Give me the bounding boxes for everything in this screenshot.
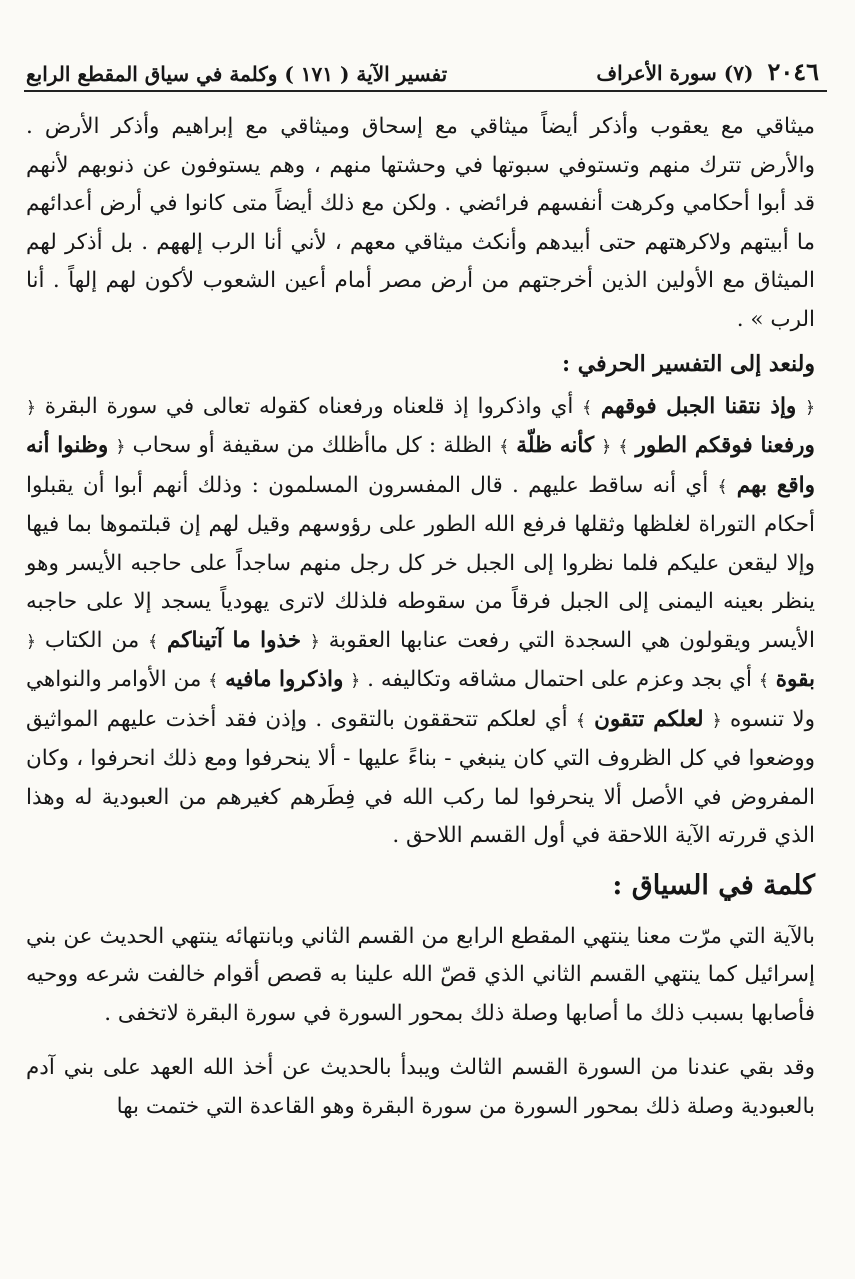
- quran-bracket-open: ﴿: [601, 437, 612, 457]
- quran-bracket-close: ﴾: [618, 437, 629, 457]
- quran-bracket-close: ﴾: [499, 437, 510, 457]
- quran-bracket-close: ﴾: [717, 476, 728, 497]
- paragraph: بالآية التي مرّت معنا ينتهي المقطع الرابع من القسم الثاني وبانتهائه ينتهي الحديث عن بني إسرائيل كما ينتهي القسم الثاني الذي قصّ الله علينا به قصص أقوام خالفت شرعه ووحيه فأصابها بسبب ذلك ما أصابها وصلة ذلك بمحور السورة في سورة البقرة لاتخفى .: [26, 923, 815, 1026]
- paragraph: ميثاقي مع يعقوب وأذكر أيضاً ميثاقي مع إسحاق وميثاقي مع إبراهيم وأذكر الأرض . والأرض تترك منهم وتستوفي سبوتها في وحشتها منهم ، وهم يستوفون عن ذنوبهم لأنهم قد أبوا أحكامي وكرهت أنفسهم فرائضي . ولكن مع ذلك أيضاً متى كانوا في أرض أعدائهم ما أبيتهم ولاكرهتهم حتى أبيدهم وأنكث ميثاقي معهم ، لأني أنا الرب إلههم . بل أذكر لهم الميثاق مع الأولين الذين أخرجتهم من أرض مصر أمام أعين الشعوب لأكون لهم إلهاً . أنا الرب » .: [26, 114, 815, 332]
- quran-bracket-open: ﴿: [115, 437, 126, 457]
- quran-bracket-close: ﴾: [148, 631, 159, 652]
- quran-bracket-open: ﴿: [26, 397, 36, 418]
- quran-bracket-close: ﴾: [582, 397, 593, 418]
- section-heading: كلمة في السياق :: [612, 869, 815, 901]
- quran-bracket-open: ﴿: [309, 631, 320, 652]
- tafsir-text: من الأوامر والنواهي ولا تنسوه: [26, 667, 815, 732]
- quran-bracket-open: ﴿: [711, 710, 722, 731]
- quran-bracket-open: ﴿: [350, 671, 361, 691]
- quranic-phrase: وإذ نتقنا الجبل فوقهم: [600, 393, 797, 419]
- quranic-phrase: خذوا ما آتيناكم: [166, 627, 302, 653]
- tafsir-text: أي أنه ساقط عليهم . قال المفسرون المسلمون : وذلك أنهم أبوا أن يقبلوا أحكام التوراة لغلظها وثقلها فرفع الله الطور على رؤوسهم وقيل لهم إن قبلتموها بما فيها وإلا ليقعن عليكم فلما نظروا إلى الجبل خر كل رجل منهم ساجداً على حاجبه الأيسر وهو ينظر بعينه اليمنى إلى الجبل فرقاً من سقوطه فلذلك لاترى يهودياً يسجد إلا على حاجبه الأيسر ويقولون هي السجدة التي رفعت عنابها العقوبة: [26, 472, 816, 653]
- quranic-phrase: كأنه ظلّة: [516, 433, 595, 458]
- quran-bracket-open: ﴿: [26, 631, 36, 652]
- tafsir-text: أي واذكروا إذ قلعناه ورفعناه كقوله تعالى في سورة البقرة: [44, 393, 574, 419]
- tafsir-text: الظلة : كل ماأظلك من سقيفة أو سحاب: [132, 433, 493, 458]
- paragraph-tafsir: [26, 388, 815, 856]
- quranic-phrase: بقوة: [775, 667, 815, 692]
- paragraph: وقد بقي عندنا من السورة القسم الثالث ويبدأ بالحديث عن أخذ الله العهد على بني آدم بالعبودية وصلة ذلك بمحور السورة من سورة البقرة وهو القاعدة التي ختمت بها: [26, 1055, 815, 1119]
- tafsir-text: من الكتاب: [44, 627, 140, 653]
- tafsir-text: أي بجد وعزم على احتمال مشاقه وتكاليفه .: [367, 667, 752, 692]
- quran-bracket-close: ﴾: [575, 710, 586, 731]
- quran-bracket-open: ﴿: [805, 397, 816, 418]
- surah-title: (٧) سورة الأعراف: [596, 61, 754, 85]
- header-divider: [24, 90, 827, 92]
- tafsir-text: أي لعلكم تتحققون بالتقوى . وإذن فقد أخذت عليهم المواثيق ووضعوا في كل الظروف التي كان ينبغي - بناءً عليها - ألا ينحرفوا ومع ذلك انحرفوا ، وكان المفروض في الأصل ألا ينحرفوا لما ركب الله في فِطَرهم كغيرهم من العبودية له وهذا الذي قررته الآية اللاحقة في أول القسم اللاحق .: [26, 706, 815, 848]
- subheading: ولنعد إلى التفسير الحرفي :: [561, 351, 815, 377]
- page-header: [26, 50, 819, 86]
- header-subject: تفسير الآية ( ١٧١ ) وكلمة في سياق المقطع الرابع: [26, 62, 448, 86]
- quranic-phrase: ورفعنا فوقكم الطور: [635, 433, 815, 458]
- quranic-phrase: لعلكم تتقون: [594, 706, 704, 732]
- paragraph-spacer: [26, 1033, 815, 1049]
- quran-bracket-close: ﴾: [758, 671, 769, 691]
- header-right: [596, 57, 819, 86]
- quranic-phrase: وظنوا أنه واقع بهم: [26, 433, 815, 498]
- quranic-phrase: واذكروا مافيه: [225, 667, 344, 692]
- page-body: [26, 108, 815, 1126]
- page-number: ٢٠٤٦: [767, 57, 819, 86]
- quran-bracket-close: ﴾: [208, 671, 219, 691]
